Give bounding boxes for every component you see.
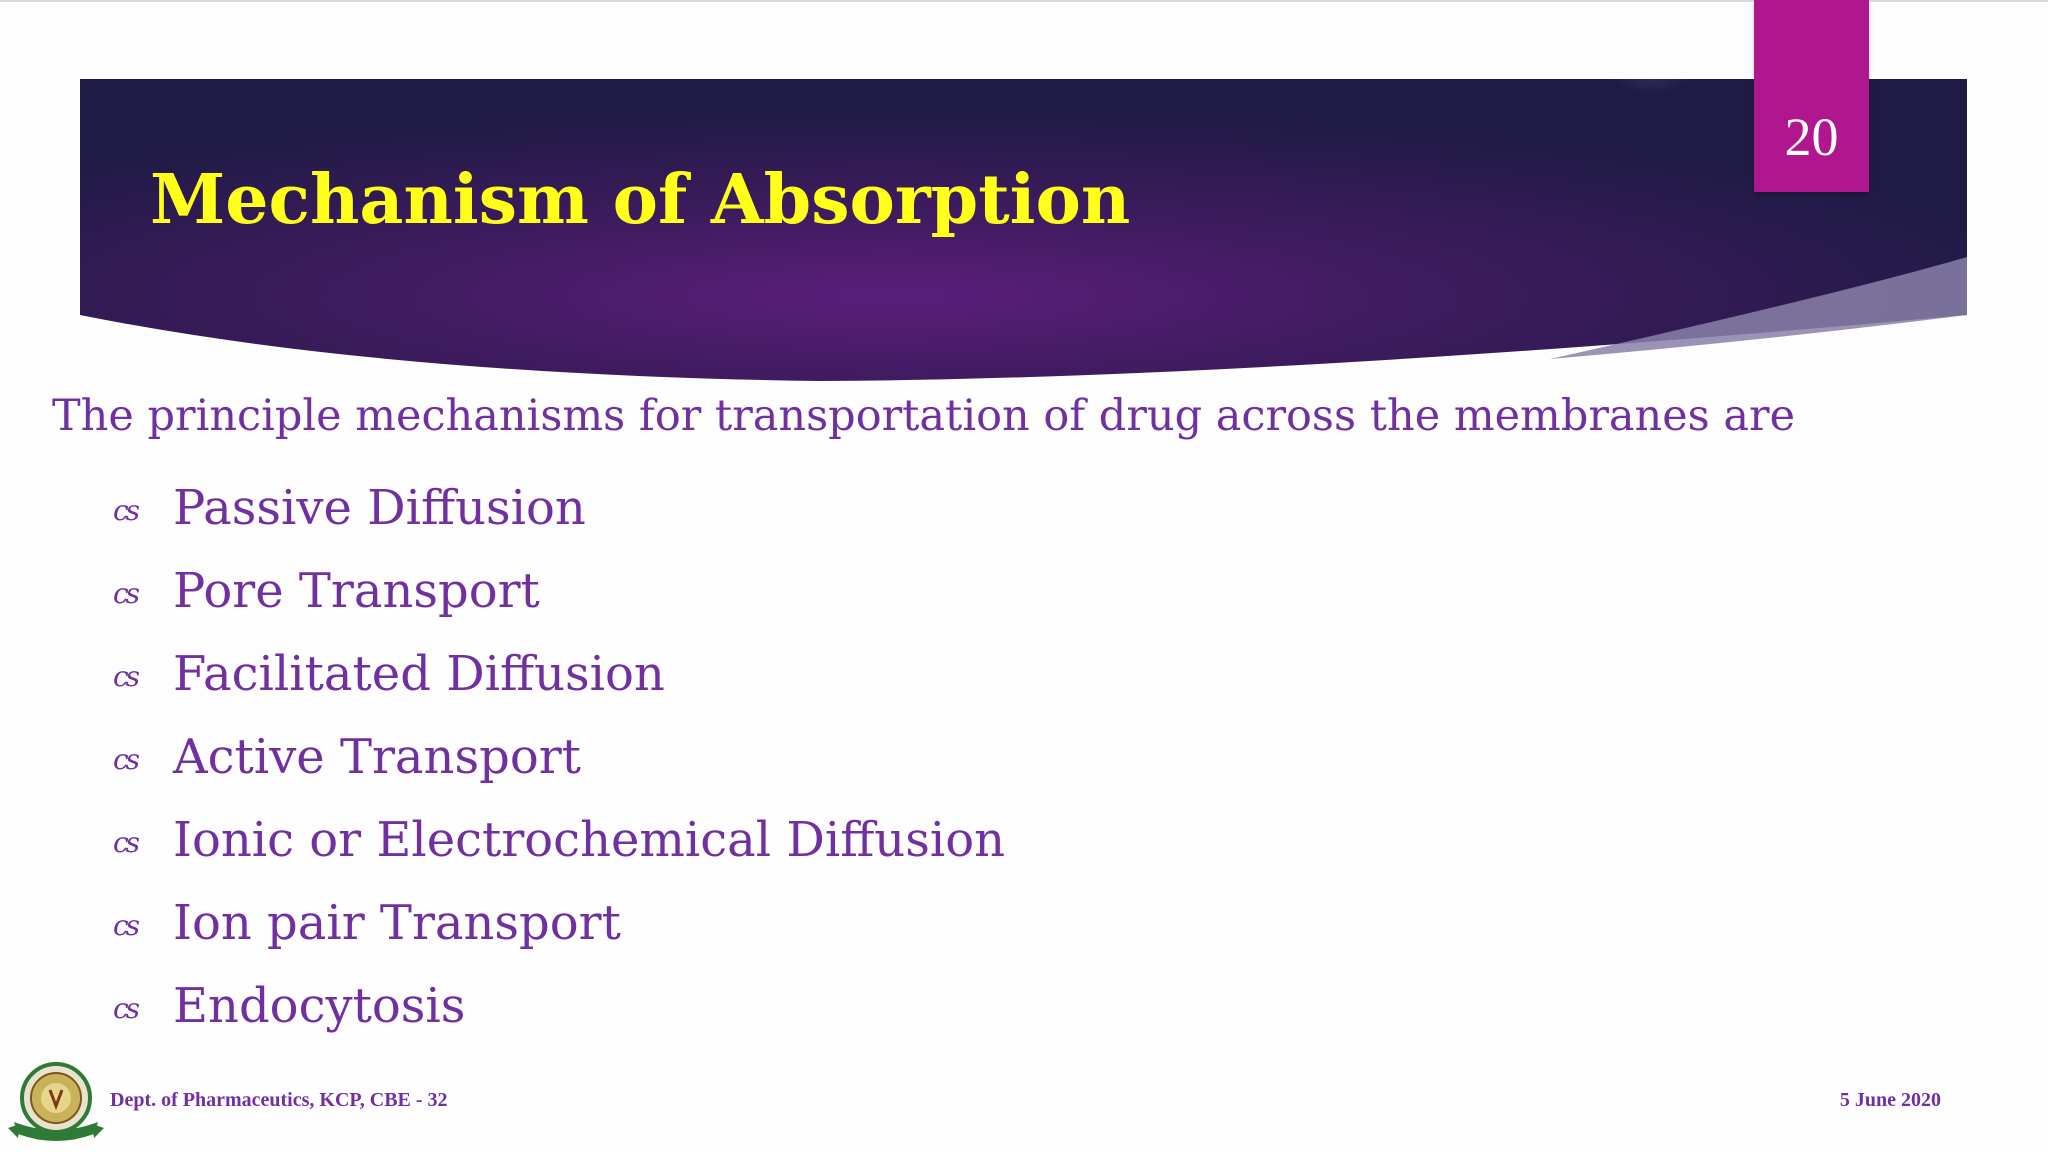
mechanism-label: Passive Diffusion xyxy=(173,479,586,536)
college-emblem-icon xyxy=(6,1058,106,1152)
footer-date: 5 June 2020 xyxy=(1839,1089,1941,1111)
footer-department: Dept. of Pharmaceutics, KCP, CBE - 32 xyxy=(110,1089,448,1111)
bullet-icon: cs xyxy=(113,991,138,1025)
top-divider xyxy=(0,0,2048,2)
mechanism-label: Endocytosis xyxy=(173,977,466,1034)
mechanism-label: Ion pair Transport xyxy=(173,894,621,951)
list-item xyxy=(113,549,1005,632)
mechanism-list xyxy=(113,466,1005,1047)
bullet-icon: cs xyxy=(113,576,138,610)
list-item xyxy=(113,715,1005,798)
slide-title: Mechanism of Absorption xyxy=(150,160,1131,240)
list-item xyxy=(113,964,1005,1047)
list-item xyxy=(113,798,1005,881)
bullet-icon: cs xyxy=(113,659,138,693)
mechanism-label: Active Transport xyxy=(173,728,581,785)
list-item xyxy=(113,881,1005,964)
bullet-icon: cs xyxy=(113,493,138,527)
list-item xyxy=(113,466,1005,549)
bullet-icon: cs xyxy=(113,825,138,859)
bullet-icon: cs xyxy=(113,908,138,942)
slide-number: 20 xyxy=(1784,107,1839,167)
intro-text: The principle mechanisms for transportation of drug across the membranes are xyxy=(52,391,1796,441)
mechanism-label: Facilitated Diffusion xyxy=(173,645,665,702)
mechanism-label: Ionic or Electrochemical Diffusion xyxy=(173,811,1006,868)
bullet-icon: cs xyxy=(113,742,138,776)
list-item xyxy=(113,632,1005,715)
mechanism-label: Pore Transport xyxy=(173,562,540,619)
slide-number-box xyxy=(1754,0,1869,192)
